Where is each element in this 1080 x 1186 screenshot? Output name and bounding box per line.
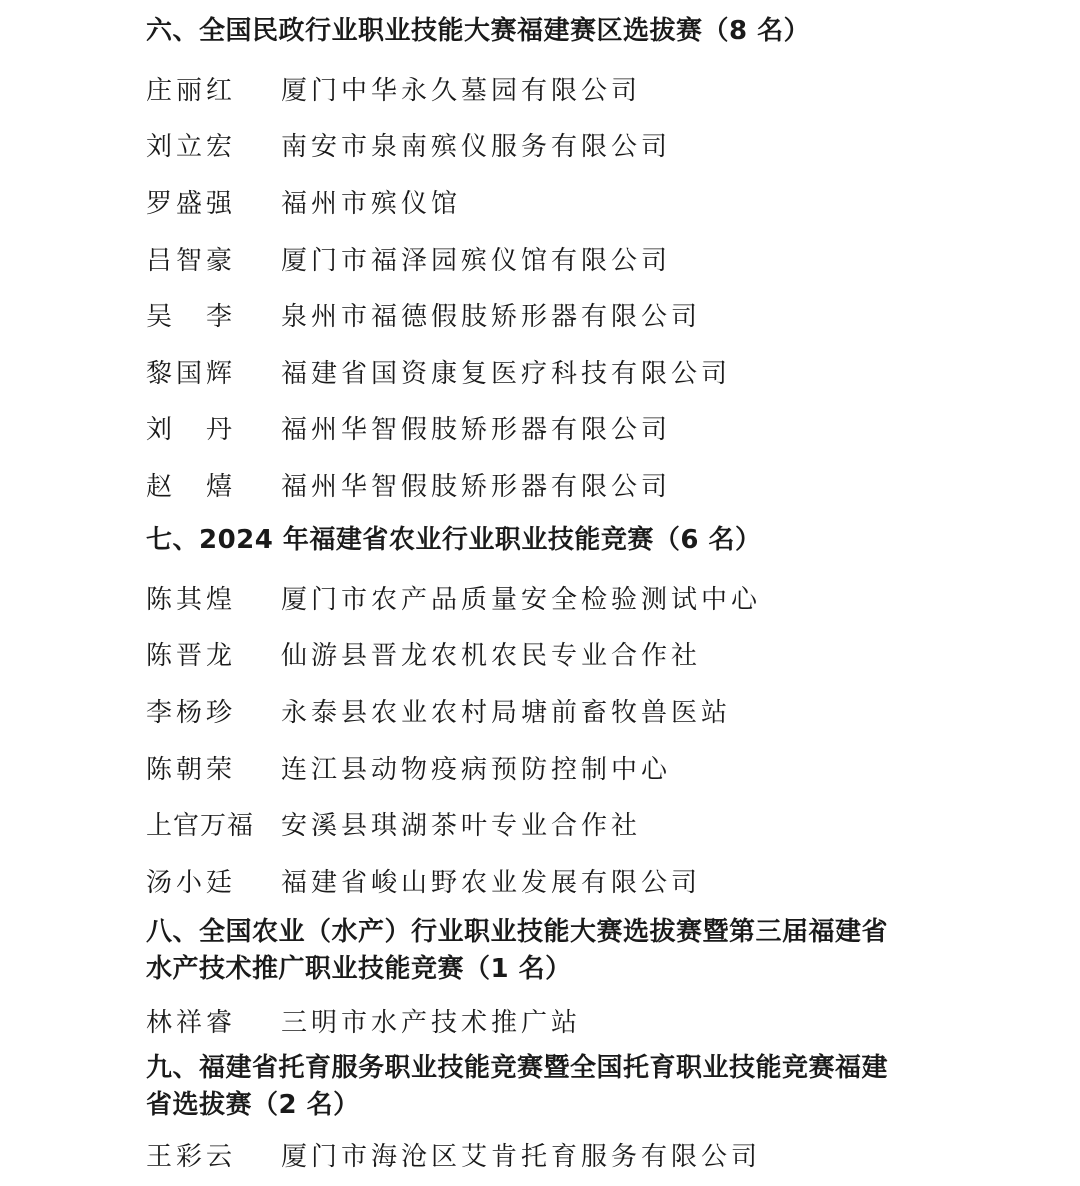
organization: 福建省国资康复医疗科技有限公司 [281,358,732,389]
list-item [146,682,966,739]
list-item [146,456,966,513]
section-9 [146,1050,966,1124]
list-item [146,343,966,400]
person-name: 王彩云 [146,1141,237,1172]
section-title-line: 水产技术推广职业技能竞赛（1 名） [146,954,572,984]
person-name: 赵 熺 [146,471,237,502]
person-name: 陈朝荣 [146,754,237,785]
list-item [146,400,966,457]
list-item [146,230,966,287]
list-item [146,626,966,683]
list-item [146,569,966,626]
organization: 三明市水产技术推广站 [281,1007,582,1038]
list-item [146,173,966,230]
list-item [146,739,966,796]
organization: 福建省峻山野农业发展有限公司 [281,867,702,898]
organization: 厦门市福泽园殡仪馆有限公司 [281,245,672,276]
person-name: 庄丽红 [146,75,237,106]
organization: 连江县动物疫病预防控制中心 [281,754,672,785]
person-name: 林祥睿 [146,1007,237,1038]
list-item [146,795,966,852]
section-title: 七、2024 年福建省农业行业职业技能竞赛（6 名） [146,525,762,555]
list-item [146,286,966,343]
organization: 安溪县琪湖茶叶专业合作社 [281,811,642,842]
person-name: 吴 李 [146,302,237,333]
list-item [146,60,966,117]
organization: 永泰县农业农村局塘前畜牧兽医站 [281,697,732,728]
section-9-entries [146,1126,966,1183]
section-7-entries [146,569,966,909]
organization: 厦门市海沧区艾肯托育服务有限公司 [281,1141,762,1172]
organization: 福州华智假肢矫形器有限公司 [281,415,672,446]
list-item [146,1126,966,1183]
organization: 厦门市农产品质量安全检验测试中心 [281,584,762,615]
section-title-line: 八、全国农业（水产）行业职业技能大赛选拔赛暨第三届福建省 [146,917,889,947]
person-name: 罗盛强 [146,188,237,219]
person-name: 刘立宏 [146,132,237,163]
section-title-line: 省选拔赛（2 名） [146,1090,360,1120]
organization: 仙游县晋龙农机农民专业合作社 [281,641,702,672]
list-item [146,992,966,1049]
person-name: 黎国辉 [146,358,237,389]
person-name: 吕智豪 [146,245,237,276]
section-title-line: 九、福建省托育服务职业技能竞赛暨全国托育职业技能竞赛福建 [146,1053,889,1083]
section-title: 六、全国民政行业职业技能大赛福建赛区选拔赛（8 名） [146,16,811,46]
person-name: 陈晋龙 [146,641,237,672]
organization: 福州市殡仪馆 [281,188,462,219]
person-name: 上官万福 [146,811,255,842]
list-item [146,852,966,909]
section-7 [146,522,966,559]
person-name: 李杨珍 [146,697,237,728]
organization: 福州华智假肢矫形器有限公司 [281,471,672,502]
section-8 [146,914,966,988]
organization: 泉州市福德假肢矫形器有限公司 [281,302,702,333]
organization: 厦门中华永久墓园有限公司 [281,75,642,106]
section-6-entries [146,60,966,513]
section-6 [146,13,966,50]
person-name: 陈其煌 [146,584,237,615]
person-name: 汤小廷 [146,867,237,898]
section-8-entries [146,992,966,1049]
person-name: 刘 丹 [146,415,237,446]
organization: 南安市泉南殡仪服务有限公司 [281,132,672,163]
list-item [146,117,966,174]
